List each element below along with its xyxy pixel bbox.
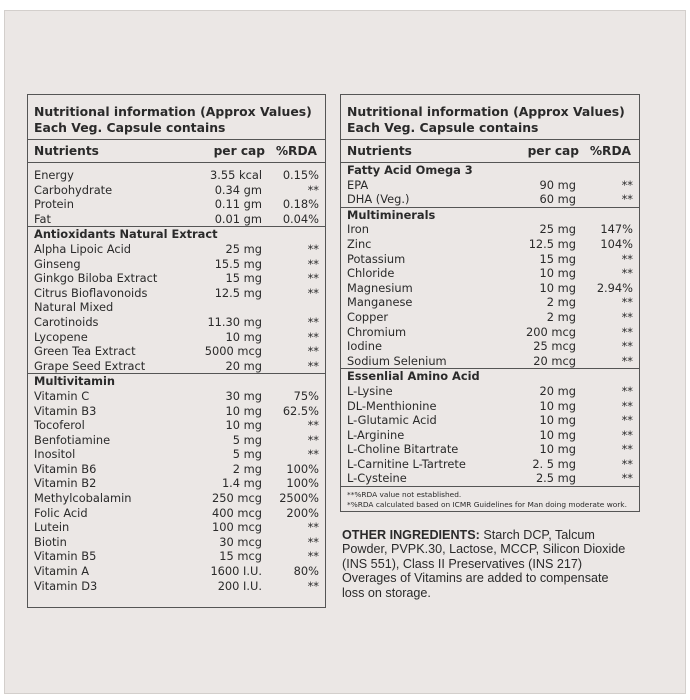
nutrient-name: Protein <box>34 197 74 212</box>
rda-value: ** <box>307 271 319 286</box>
rda-value: ** <box>621 177 633 192</box>
per-cap-value: 5000 mcg <box>204 344 262 359</box>
rda-value: ** <box>621 398 633 413</box>
per-cap-value: 30 mg <box>225 388 262 403</box>
nutrient-row <box>341 413 639 428</box>
rda-value: ** <box>307 285 319 300</box>
per-cap-value: 11.30 mg <box>207 314 262 329</box>
footnote-icmr: *%RDA calculated based on ICMR Guidelines for Man doing moderate work. <box>347 499 627 509</box>
section-title: Multiminerals <box>347 207 436 222</box>
nutrient-row <box>28 168 325 183</box>
table-body <box>28 163 325 593</box>
nutrient-row <box>341 310 639 325</box>
rda-value: ** <box>621 427 633 442</box>
nutrient-row <box>341 339 639 354</box>
overages-note-line-2: loss on storage. <box>342 585 431 600</box>
nutrient-row <box>28 242 325 257</box>
per-cap-value: 10 mg <box>539 413 576 428</box>
title-line-2: Each Veg. Capsule contains <box>347 120 539 135</box>
nutrient-name: Vitamin B3 <box>34 403 97 418</box>
per-cap-value: 10 mg <box>539 280 576 295</box>
per-cap-value: 12.5 mg <box>214 285 262 300</box>
section-header <box>28 226 325 242</box>
nutrient-name: Chloride <box>347 266 395 281</box>
nutrient-name: Ginseng <box>34 256 81 271</box>
nutrient-row <box>28 433 325 448</box>
rda-value: ** <box>621 295 633 310</box>
nutrient-row <box>28 300 325 315</box>
per-cap-value: 400 mcg <box>212 505 262 520</box>
nutrient-name: Chromium <box>347 324 407 339</box>
rda-value: 100% <box>286 476 319 491</box>
per-cap-value: 15 mcg <box>219 549 262 564</box>
nutrient-row <box>341 442 639 457</box>
other-ingredients <box>342 528 642 600</box>
nutrient-row <box>28 212 325 227</box>
header-rda: %RDA <box>275 144 317 158</box>
per-cap-value: 2 mg <box>546 309 576 324</box>
nutrient-name: Citrus Bioflavonoids <box>34 285 148 300</box>
nutrient-name: Iron <box>347 222 369 237</box>
nutrient-row <box>341 252 639 267</box>
table-body <box>341 163 639 486</box>
nutrient-name: Vitamin D3 <box>34 578 98 593</box>
rda-value: ** <box>307 534 319 549</box>
nutrient-name: Ginkgo Biloba Extract <box>34 271 158 286</box>
nutrient-name: Folic Acid <box>34 505 88 520</box>
nutrient-name: DHA (Veg.) <box>347 192 410 207</box>
per-cap-value: 30 mcg <box>219 534 262 549</box>
nutrient-name: Lycopene <box>34 329 88 344</box>
footnotes <box>341 486 639 511</box>
per-cap-value: 5 mg <box>232 447 262 462</box>
rda-value: ** <box>621 353 633 368</box>
per-cap-value: 5 mg <box>232 432 262 447</box>
nutrient-name: Carbohydrate <box>34 182 113 197</box>
nutrient-row <box>28 549 325 564</box>
nutrient-row <box>341 354 639 369</box>
nutrient-row <box>341 325 639 340</box>
rda-value: ** <box>307 447 319 462</box>
nutrient-row <box>341 266 639 281</box>
per-cap-value: 10 mg <box>539 442 576 457</box>
nutrient-name: Vitamin A <box>34 564 90 579</box>
nutrient-name: Vitamin B2 <box>34 476 97 491</box>
nutrient-row <box>341 295 639 310</box>
rda-value: 0.18% <box>282 197 319 212</box>
nutrient-name: L-Lysine <box>347 383 393 398</box>
header-nutrients: Nutrients <box>347 144 412 158</box>
per-cap-value: 2 mg <box>546 295 576 310</box>
per-cap-value: 12.5 mg <box>528 236 576 251</box>
rda-value: 2.94% <box>596 280 633 295</box>
rda-value: ** <box>307 182 319 197</box>
rda-value: ** <box>307 344 319 359</box>
rda-value: 80% <box>293 564 319 579</box>
nutrient-row <box>28 447 325 462</box>
nutrient-row <box>28 535 325 550</box>
rda-value: ** <box>307 520 319 535</box>
rda-value: ** <box>621 309 633 324</box>
nutrient-name: L-Glutamic Acid <box>347 413 437 428</box>
section-header <box>28 373 325 389</box>
per-cap-value: 2. 5 mg <box>532 456 576 471</box>
per-cap-value: 60 mg <box>539 192 576 207</box>
per-cap-value: 10 mg <box>539 266 576 281</box>
nutrient-name: L-Carnitine L-Tartrete <box>347 456 466 471</box>
title-line-1: Nutritional information (Approx Values) <box>34 104 312 119</box>
nutrient-row <box>28 315 325 330</box>
nutrient-row <box>28 520 325 535</box>
rda-value: 2500% <box>279 491 319 506</box>
rda-value: ** <box>307 578 319 593</box>
nutrient-name: Vitamin B6 <box>34 461 97 476</box>
nutrient-row <box>28 476 325 491</box>
nutrient-row <box>341 399 639 414</box>
nutrient-name: Fat <box>34 211 51 226</box>
nutrient-row <box>28 257 325 272</box>
rda-value: ** <box>307 256 319 271</box>
nutrition-table-left <box>27 94 326 608</box>
nutrient-row <box>28 330 325 345</box>
rda-value: ** <box>621 251 633 266</box>
rda-value: 200% <box>286 505 319 520</box>
other-ingredients-line-2: Powder, PVPK.30, Lactose, MCCP, Silicon Dioxide <box>342 542 626 557</box>
per-cap-value: 100 mcg <box>212 520 262 535</box>
nutrition-table-right <box>340 94 640 512</box>
rda-value: ** <box>307 418 319 433</box>
nutrient-name: Biotin <box>34 534 67 549</box>
rda-value: 147% <box>600 222 633 237</box>
nutrient-row <box>28 462 325 477</box>
per-cap-value: 2 mg <box>232 461 262 476</box>
per-cap-value: 10 mg <box>225 418 262 433</box>
nutrient-row <box>28 359 325 374</box>
per-cap-value: 25 mg <box>539 222 576 237</box>
table-header <box>341 140 639 163</box>
nutrient-name: Carotinoids <box>34 314 99 329</box>
rda-value: ** <box>307 358 319 373</box>
nutrient-row <box>341 178 639 193</box>
nutrient-name: Manganese <box>347 295 413 310</box>
per-cap-value: 0.11 gm <box>214 197 262 212</box>
nutrient-row <box>341 192 639 207</box>
per-cap-value: 250 mcg <box>212 491 262 506</box>
nutrient-row <box>341 471 639 486</box>
table-title <box>341 95 639 140</box>
per-cap-value: 10 mg <box>225 329 262 344</box>
nutrient-row <box>28 564 325 579</box>
nutrient-name: Copper <box>347 309 389 324</box>
nutrient-name: Methylcobalamin <box>34 491 132 506</box>
header-rda: %RDA <box>589 144 631 158</box>
rda-value: ** <box>307 432 319 447</box>
per-cap-value: 25 mg <box>225 241 262 256</box>
nutrient-name: Potassium <box>347 251 406 266</box>
rda-value: ** <box>621 471 633 486</box>
per-cap-value: 20 mg <box>225 358 262 373</box>
nutrient-row <box>28 271 325 286</box>
rda-value: ** <box>307 241 319 256</box>
footnote-rda-not-established: **%RDA value not established. <box>347 490 462 500</box>
table-title <box>28 95 325 140</box>
per-cap-value: 15 mg <box>539 251 576 266</box>
nutrient-name: L-Choline Bitartrate <box>347 442 459 457</box>
per-cap-value: 200 mcg <box>526 324 576 339</box>
per-cap-value: 10 mg <box>225 403 262 418</box>
nutrient-row <box>28 491 325 506</box>
rda-value: ** <box>621 442 633 457</box>
section-header <box>341 368 639 384</box>
per-cap-value: 3.55 kcal <box>210 168 262 182</box>
per-cap-value: 15.5 mg <box>214 256 262 271</box>
nutrient-row <box>28 286 325 301</box>
nutrient-name: Green Tea Extract <box>34 344 136 359</box>
other-ingredients-label: OTHER INGREDIENTS: <box>342 528 480 542</box>
rda-value: ** <box>621 456 633 471</box>
rda-value: ** <box>621 324 633 339</box>
rda-value: ** <box>307 549 319 564</box>
rda-value: 75% <box>293 388 319 403</box>
header-per-cap: per cap <box>527 144 579 158</box>
rda-value: 100% <box>286 461 319 476</box>
nutrient-name: DL-Menthionine <box>347 398 437 413</box>
nutrient-name: Natural Mixed <box>34 300 114 315</box>
other-ingredients-line-3: (INS 551), Class II Preservatives (INS 217) <box>342 556 583 571</box>
per-cap-value: 1600 I.U. <box>210 564 262 579</box>
nutrient-row <box>341 384 639 399</box>
title-line-1: Nutritional information (Approx Values) <box>347 104 625 119</box>
header-per-cap: per cap <box>213 144 265 158</box>
per-cap-value: 20 mg <box>539 383 576 398</box>
nutrient-row <box>341 281 639 296</box>
section-header <box>341 163 639 178</box>
nutrient-row <box>341 428 639 443</box>
rda-value: ** <box>621 339 633 354</box>
nutrient-row <box>28 418 325 433</box>
nutrient-row <box>28 506 325 521</box>
section-title: Essenlial Amino Acid <box>347 369 480 384</box>
rda-value: 0.15% <box>282 168 319 182</box>
nutrient-row <box>28 183 325 198</box>
nutrient-name: Zinc <box>347 236 372 251</box>
nutrient-name: EPA <box>347 177 369 192</box>
nutrient-name: Vitamin B5 <box>34 549 97 564</box>
other-ingredients-line-1: Starch DCP, Talcum <box>479 528 595 542</box>
per-cap-value: 200 I.U. <box>217 578 262 593</box>
nutrient-name: Magnesium <box>347 280 413 295</box>
rda-value: 0.04% <box>282 211 319 226</box>
section-header <box>341 207 639 223</box>
nutrient-row <box>28 197 325 212</box>
overages-note-line-1: Overages of Vitamins are added to compensate <box>342 571 609 586</box>
nutrient-name: Lutein <box>34 520 70 535</box>
nutrient-row <box>341 222 639 237</box>
header-nutrients: Nutrients <box>34 144 99 158</box>
nutrient-row <box>28 404 325 419</box>
nutrient-name: Vitamin C <box>34 388 90 403</box>
per-cap-value: 10 mg <box>539 427 576 442</box>
per-cap-value: 90 mg <box>539 177 576 192</box>
nutrient-name: Sodium Selenium <box>347 353 447 368</box>
per-cap-value: 20 mcg <box>533 353 576 368</box>
nutrient-row <box>341 457 639 472</box>
rda-value: ** <box>621 192 633 207</box>
rda-value: ** <box>621 266 633 281</box>
nutrient-row <box>28 579 325 594</box>
rda-value: ** <box>621 383 633 398</box>
rda-value: 62.5% <box>282 403 319 418</box>
per-cap-value: 25 mcg <box>533 339 576 354</box>
per-cap-value: 2.5 mg <box>535 471 576 486</box>
nutrient-name: Alpha Lipoic Acid <box>34 241 132 256</box>
nutrient-name: Iodine <box>347 339 382 354</box>
per-cap-value: 0.01 gm <box>214 211 262 226</box>
table-header <box>28 140 325 163</box>
nutrient-row <box>28 389 325 404</box>
nutrient-name: Benfotiamine <box>34 432 111 447</box>
rda-value: 104% <box>600 236 633 251</box>
nutrient-name: Tocoferol <box>34 418 85 433</box>
rda-value: ** <box>621 413 633 428</box>
rda-value: ** <box>307 329 319 344</box>
nutrient-name: L-Arginine <box>347 427 405 442</box>
title-line-2: Each Veg. Capsule contains <box>34 120 226 135</box>
per-cap-value: 15 mg <box>225 271 262 286</box>
nutrient-name: L-Cysteine <box>347 471 407 486</box>
nutrient-name: Energy <box>34 168 74 182</box>
nutrient-name: Inositol <box>34 447 76 462</box>
nutrient-row <box>28 344 325 359</box>
per-cap-value: 10 mg <box>539 398 576 413</box>
nutrient-row <box>341 237 639 252</box>
rda-value: ** <box>307 314 319 329</box>
per-cap-value: 0.34 gm <box>214 182 262 197</box>
section-title: Multivitamin <box>34 374 116 389</box>
section-title: Antioxidants Natural Extract <box>34 227 218 242</box>
section-title: Fatty Acid Omega 3 <box>347 163 473 177</box>
nutrient-name: Grape Seed Extract <box>34 358 146 373</box>
per-cap-value: 1.4 mg <box>221 476 262 491</box>
